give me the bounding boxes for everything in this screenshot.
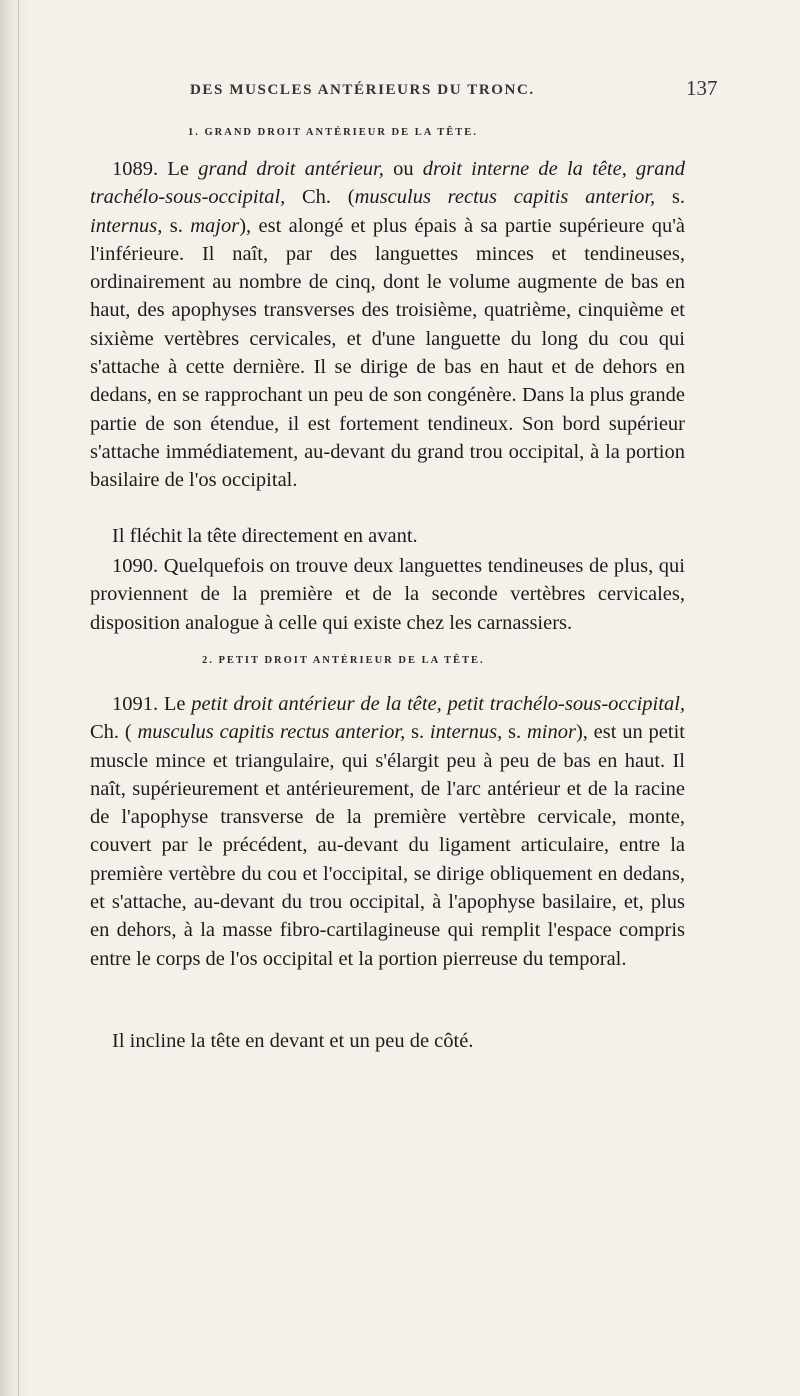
text-run: s.	[162, 214, 191, 237]
text-run: s.	[502, 721, 527, 744]
paragraph-body: ), est un petit muscle mince et triangulaire, qui s'élargit peu à peu de bas en haut. Il naît, supérieurement et antérieurement, de l'arc antérieur et de la racine de l'apophyse transverse de la première vertèbre cervicale, monte, couvert par le précédent, au-devant du ligament articulaire, entre la première vertèbre du cou et l'occipital, se dirige obliquement en dedans, et s'attache, au-devant du trou occipital, à l'apophyse basilaire, et, plus en dehors, à la masse fibro-cartilagineuse qui remplit l'espace compris entre le corps de l'os occipital et la portion pierreuse du temporal.	[90, 721, 685, 970]
paragraph-1091	[90, 690, 685, 973]
latin-name: musculus capitis rectus anterior,	[137, 721, 406, 744]
muscle-name: grand droit antérieur,	[198, 158, 384, 180]
muscle-synonyms: droit interne de la tête, grand trachélo-sous-occipital,	[90, 158, 686, 209]
paragraph-1090: 1090. Quelquefois on trouve deux languettes tendineuses de plus, qui proviennent de la première et de la seconde vertèbres cervicales, disposition analogue à celle qui existe chez les carnassiers.	[90, 555, 685, 634]
latin-synonym: minor	[526, 721, 576, 744]
action-petit-droit: Il incline la tête en devant et un peu de côté.	[112, 1030, 474, 1052]
section-heading-petit-droit: 2. PETIT DROIT ANTÉRIEUR DE LA TÊTE.	[202, 655, 485, 666]
section-heading-grand-droit: 1. GRAND DROIT ANTÉRIEUR DE LA TÊTE.	[188, 127, 478, 138]
text-run: Le	[167, 158, 199, 180]
text-run: Le	[163, 693, 192, 715]
text-run: s.	[655, 186, 686, 209]
text-run: Ch. (	[90, 721, 138, 744]
latin-synonym: major	[190, 214, 240, 237]
paragraph-1089	[90, 155, 685, 495]
paragraph-number: 1091.	[112, 693, 164, 715]
text-run: ou	[383, 158, 423, 180]
gutter-line	[18, 0, 19, 1396]
paragraph-body: ), est alongé et plus épais à sa partie supérieure qu'à l'inférieure. Il naît, par des languettes minces et tendineuses, ordinairement au nombre de cinq, dont le volume augmente de bas en haut, des apophyses transverses des troisième, quatrième, cinquième et sixième vertèbres cervicales, et d'une languette du long du cou qui s'attache à cette dernière. Il se dirige de bas en haut et de dehors en dedans, en se rapprochant un peu de son congénère. Dans la plus grande partie de son étendue, il est fortement tendineux. Son bord supérieur s'attache immédiatement, au-devant du grand trou occipital, à la portion basilaire de l'os occipital.	[90, 214, 685, 492]
running-title: DES MUSCLES ANTÉRIEURS DU TRONC.	[190, 82, 535, 98]
latin-name: musculus rectus capitis anterior,	[354, 186, 656, 209]
paragraph-number: 1089.	[112, 158, 168, 180]
latin-synonym: internus,	[429, 721, 503, 744]
muscle-name: petit droit antérieur de la tête, petit trachélo-sous-occipital,	[191, 693, 686, 715]
page-gutter	[0, 0, 30, 1396]
page-number: 137	[686, 76, 718, 100]
action-grand-droit: Il fléchit la tête directement en avant.	[112, 525, 418, 547]
latin-synonym: internus,	[90, 214, 163, 237]
text-run: s.	[405, 721, 430, 744]
text-run: Ch. (	[285, 186, 355, 209]
